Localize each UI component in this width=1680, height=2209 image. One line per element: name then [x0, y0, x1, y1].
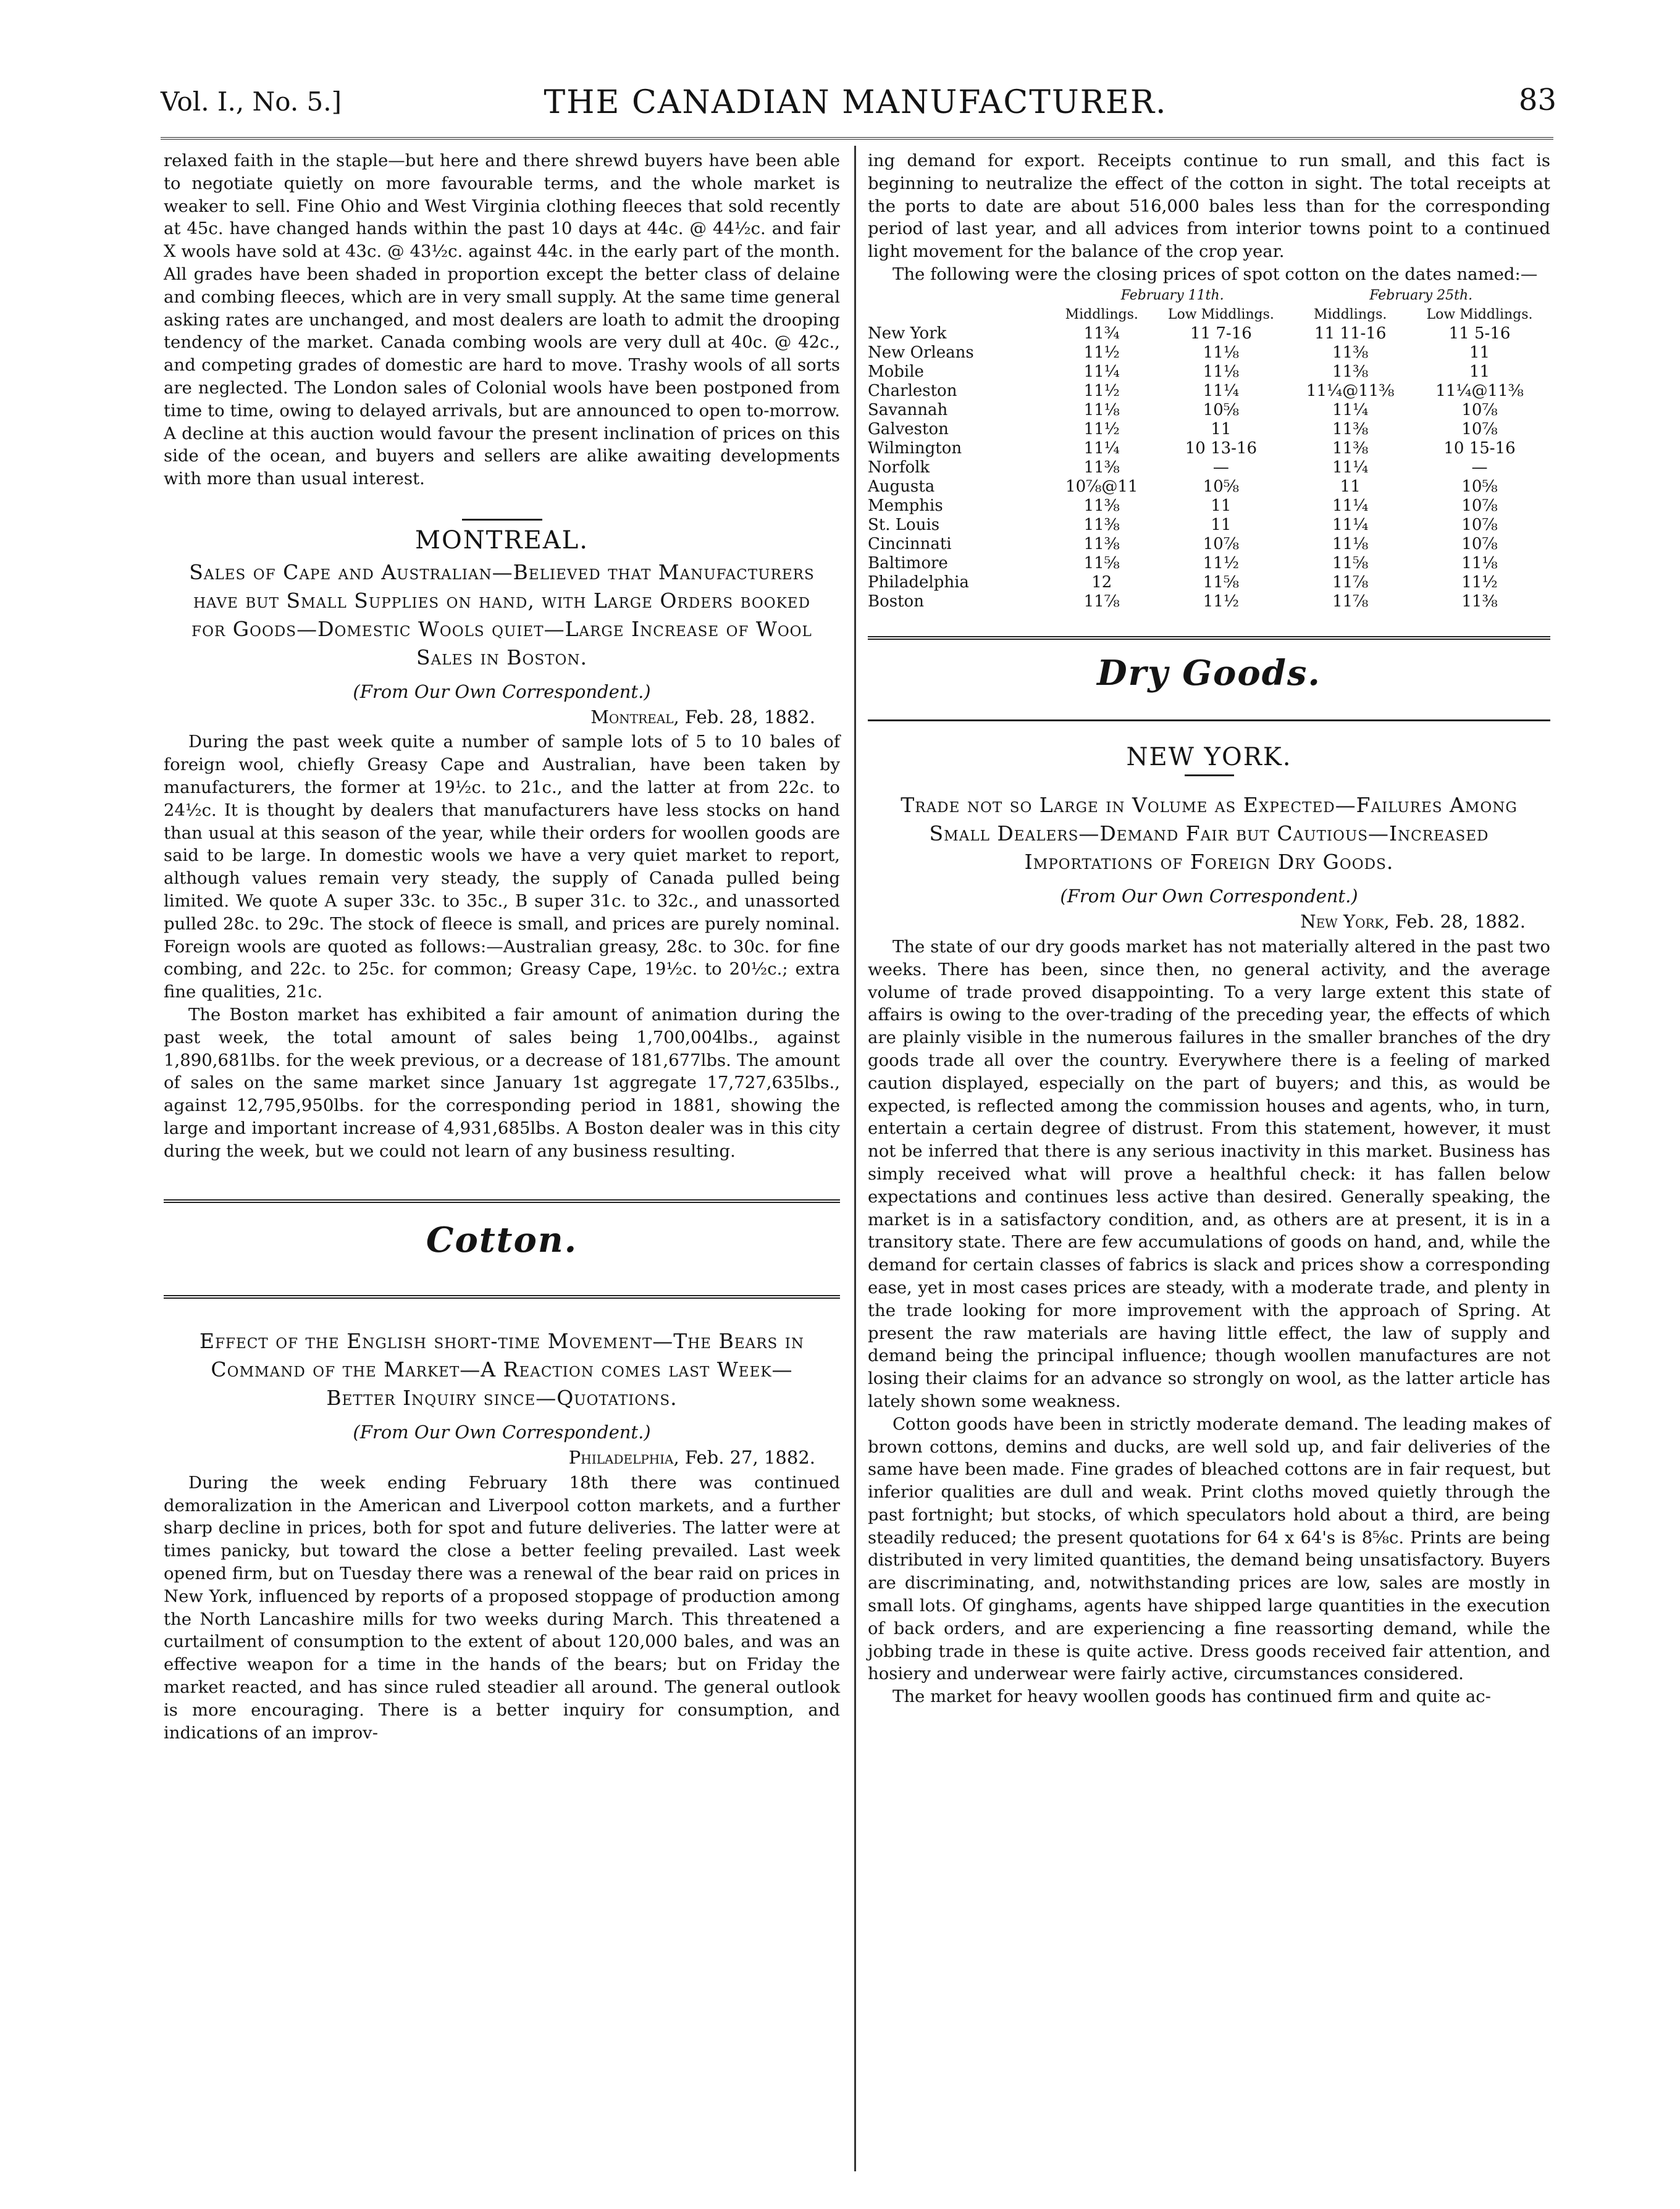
montreal-deck: Sales of Cape and Australian—Believed that Manufacturers have but Small Supplies on hand, with Large Orders booked for Goods—Domestic Wools quiet—Large Increase of Wool Sales in Boston.: [189, 560, 815, 669]
row-value: 11⅜: [1083, 534, 1120, 553]
row-value: 11½: [1461, 572, 1498, 592]
row-value: 10⅞: [1461, 400, 1498, 419]
table-row: [868, 401, 1550, 420]
dateline-date: Feb. 27, 1882.: [684, 1447, 815, 1469]
table-date-1: February 11th.: [1120, 287, 1224, 303]
row-value: 11⅝: [1203, 572, 1240, 592]
cotton-section-title: Cotton.: [426, 1220, 578, 1261]
row-value: 11⅜: [1332, 362, 1369, 381]
cotton-continued-paragraph: ing demand for export. Receipts continue to run small, and this fact is beginning to neutralize the effect of the cotton in sight. The total receipts at the ports to date are about 516,000 bales less than for the corresponding period of last year, and all advices from interior towns point to a continued light movement for the balance of the crop year.: [868, 151, 1550, 262]
table-row: [868, 363, 1550, 382]
row-value: 11⅞: [1332, 572, 1369, 592]
row-city: New York: [868, 324, 947, 343]
row-value: 10⅞: [1461, 496, 1498, 515]
row-value: 11 7-16: [1190, 324, 1252, 343]
row-value: 11⅛: [1203, 362, 1240, 381]
row-value: 11¼: [1332, 400, 1369, 419]
row-value: 10⅞: [1461, 534, 1498, 553]
row-value: 11¼: [1083, 362, 1120, 381]
section-rule: [164, 1295, 840, 1302]
row-value: 11⅛: [1332, 534, 1369, 553]
short-rule: [1185, 774, 1234, 776]
row-city: Memphis: [868, 496, 943, 515]
section-rule: [868, 719, 1550, 721]
dry-goods-deck: Trade not so Large in Volume as Expected—Failures Among Small Dealers—Demand Fair but Cautious—Increased Importations of Foreign Dry Goods.: [901, 793, 1518, 874]
prices-intro: The following were the closing prices of spot cotton on the dates named:—: [892, 264, 1538, 284]
row-value: 11⅜: [1332, 438, 1369, 458]
row-value: —: [1212, 458, 1229, 477]
section-rule: [868, 636, 1550, 643]
dry-goods-paragraph-2: Cotton goods have been in strictly moderate demand. The leading makes of brown cottons, demins and ducks, are well sold up, and fair deliveries of the same have been made. Fine grades of bleached cottons are in fair request, but inferior qualities are dull and weak. Print cloths moved quietly through the past fortnight; but stocks, of which speculators hold about a third, are being steadily reduced; the present quotations for 64 x 64's is 8⅝c. Prints are being distributed in very limited quantities, the demand being unsatisfactory. Buyers are discriminating, and, notwithstanding prices are low, sales are mostly in small lots. Of ginghams, agents have shipped large quantities in the execution of back orders, and are experiencing a fine reassorting demand, while the jobbing trade in these is quite active. Dress goods received fair attention, and hosiery and underwear were fairly active, circumstances considered.: [868, 1414, 1550, 1684]
column-header: Low Middlings.: [1167, 306, 1274, 322]
row-city: Savannah: [868, 400, 948, 419]
column-header: Low Middlings.: [1426, 306, 1533, 322]
left-column: [164, 149, 840, 1744]
row-value: 11 5-16: [1448, 324, 1511, 343]
table-row: [868, 497, 1550, 516]
table-row: [868, 382, 1550, 401]
page-number: 83: [1518, 83, 1556, 117]
table-row: [868, 477, 1550, 497]
montreal-byline: (From Our Own Correspondent.): [353, 681, 651, 702]
column-header: Middlings.: [1314, 306, 1387, 322]
cotton-byline: (From Our Own Correspondent.): [353, 1422, 651, 1443]
row-value: 11½: [1083, 381, 1120, 400]
row-city: Philadelphia: [868, 572, 969, 592]
row-city: Cincinnati: [868, 534, 952, 553]
table-row: [868, 458, 1550, 477]
row-value: 11: [1340, 477, 1361, 496]
row-value: 11: [1469, 343, 1490, 362]
row-value: 11⅞: [1332, 592, 1369, 611]
row-city: Boston: [868, 592, 924, 611]
row-value: 10 13-16: [1185, 438, 1258, 458]
header-rule: [161, 137, 1553, 145]
right-column: [868, 149, 1550, 1708]
row-value: 11⅞: [1083, 592, 1120, 611]
column-header: Middlings.: [1065, 306, 1138, 322]
table-date-row: [868, 286, 1550, 305]
row-value: 11½: [1203, 553, 1240, 572]
row-value: 11⅛: [1461, 553, 1498, 572]
montreal-paragraph-1: During the past week quite a number of sample lots of 5 to 10 bales of foreign wool, chiefly Greasy Cape and Australian, have been taken by manufacturers, the former at 19½c. to 21c., and the latter at from 22c. to 24½c. It is thought by dealers that manufacturers have less stocks on hand than usual at this season of the year, while their orders for woollen goods are said to be large. In domestic wools we have a very quiet market to report, although values remain very steady, the supply of Canada pulled being limited. We quote A super 33c. to 35c., B super 31c. to 32c., and unassorted pulled 28c. to 29c. The stock of fleece is small, and prices are purely nominal. Foreign wools are quoted as follows:—Australian greasy, 28c. to 30c. for fine combing, and 22c. to 25c. for common; Greasy Cape, 19½c. to 20½c.; extra fine qualities, 21c.: [164, 732, 840, 1002]
cotton-prices-table: [868, 286, 1550, 611]
cotton-deck: Effect of the English short-time Movement—The Bears in Command of the Market—A Reaction comes last Week—Better Inquiry since—Quotations.: [199, 1329, 804, 1410]
row-city: St. Louis: [868, 515, 940, 534]
row-value: 11⅜: [1083, 496, 1120, 515]
row-value: 11⅜: [1332, 419, 1369, 438]
row-value: 11⅝: [1083, 553, 1120, 572]
dry-goods-section-title: Dry Goods.: [1097, 652, 1321, 694]
row-value: 11¼: [1083, 438, 1120, 458]
row-value: 10⅞: [1203, 534, 1240, 553]
row-city: Baltimore: [868, 553, 948, 572]
dry-goods-paragraph-1: The state of our dry goods market has not materially altered in the past two weeks. There has been, since then, no general activity, and the average volume of trade proved disappointing. To a very large extent this state of affairs is owing to the over-trading of the preceding year, the effects of which are plainly visible in the numerous failures in the smaller branches of the dry goods trade all over the country. Everywhere there is a feeling of marked caution displayed, especially on the part of buyers; and this, as would be expected, is reflected among the commission houses and agents, who, in turn, entertain a certain degree of distrust. From this statement, however, it must not be inferred that there is any serious inactivity in this market. Business has simply received what will prove a healthful check: it has fallen below expectations and continues less active than desired. Generally speaking, the market is in a satisfactory condition, and, as others are at present, it is in a transitory state. There are few accumulations of goods on hand, and, while the demand for certain classes of fabrics is slack and prices show a corresponding ease, yet in most cases prices are steady, with a moderate trade, and plenty in the trade looking for more improvement with the approach of Spring. At present the raw materials are having little effect, the law of supply and demand being the principal influence; though woollen manufactures are not losing their claims for an advance so strongly on wool, as the latter article has lately shown some weakness.: [868, 936, 1550, 1411]
row-value: 11: [1469, 362, 1490, 381]
dateline-date: Feb. 28, 1882.: [684, 706, 815, 727]
row-value: 11¼: [1332, 515, 1369, 534]
row-value: 11⅜: [1332, 343, 1369, 362]
column-divider: [854, 146, 856, 2171]
cotton-paragraph-1: During the week ending February 18th there was continued demoralization in the American and Liverpool cotton markets, and a further sharp decline in prices, both for spot and future deliveries. The latter were at times panicky, but toward the close a better feeling prevailed. Last week opened firm, but on Tuesday there was a renewal of the bear raid on prices in New York, influenced by reports of a proposed stoppage of production among the North Lancashire mills for two weeks during March. This threatened a curtailment of consumption to the extent of about 120,000 bales, and was an effective weapon for a time in the hands of the bears; but on Friday the market reacted, and has since ruled steadier all around. The general outlook is more encouraging. There is a better inquiry for consumption, and indications of an improv-: [164, 1472, 840, 1743]
table-row: [868, 420, 1550, 439]
table-row: [868, 516, 1550, 535]
table-row: [868, 592, 1550, 611]
montreal-dateline: [164, 706, 815, 729]
row-city: Norfolk: [868, 458, 930, 477]
row-value: 11⅝: [1332, 553, 1369, 572]
dateline-place: Philadelphia,: [568, 1447, 679, 1469]
dateline-date: Feb. 28, 1882.: [1395, 911, 1526, 933]
row-value: 11⅛: [1203, 343, 1240, 362]
table-row: [868, 573, 1550, 592]
table-date-2: February 25th.: [1369, 287, 1473, 303]
row-value: 10⅞@11: [1065, 477, 1138, 496]
row-city: Charleston: [868, 381, 957, 400]
row-value: 11: [1211, 419, 1232, 438]
row-city: New Orleans: [868, 343, 974, 362]
row-city: Galveston: [868, 419, 949, 438]
row-value: 10 15-16: [1443, 438, 1516, 458]
table-row: [868, 554, 1550, 573]
table-row: [868, 343, 1550, 363]
row-value: 11¼: [1203, 381, 1240, 400]
row-value: 11⅛: [1083, 400, 1120, 419]
dry-goods-dateline: [868, 910, 1526, 933]
wool-continued-paragraph: relaxed faith in the staple—but here and there shrewd buyers have been able to negotiate quietly on more favourable terms, and the whole market is weaker to sell. Fine Ohio and West Virginia clothing fleeces that sold recently at 45c. have changed hands within the past 10 days at 44c. @ 44½c. and fair X wools have sold at 43c. @ 43½c. against 44c. in the early part of the month. All grades have been shaded in proportion except the better class of delaine and combing fleeces, which are in very small supply. At the same time general asking rates are unchanged, and most dealers are loath to admit the drooping tendency of the market. Canada combing wools are very dull at 40c. @ 42c., and competing grades of domestic are hard to move. Trashy wools of all sorts are neglected. The London sales of Colonial wools have been postponed from time to time, owing to delayed arrivals, but are announced to open to-morrow. A decline at this auction would favour the present inclination of prices on this side of the ocean, and buyers and sellers are alike awaiting developments with more than usual interest.: [164, 151, 840, 489]
row-value: 11½: [1203, 592, 1240, 611]
new-york-heading: NEW YORK.: [1126, 742, 1292, 771]
table-row: [868, 439, 1550, 458]
row-value: 11¼: [1332, 496, 1369, 515]
row-value: 10⅝: [1461, 477, 1498, 496]
row-value: 11⅜: [1083, 458, 1120, 477]
cotton-dateline: [164, 1446, 815, 1469]
row-city: Augusta: [868, 477, 935, 496]
row-value: 11⅜: [1461, 592, 1498, 611]
dateline-place: Montreal,: [590, 706, 679, 727]
row-value: 10⅞: [1461, 419, 1498, 438]
page-header: [148, 74, 1563, 130]
row-value: 11¾: [1083, 324, 1120, 343]
publication-title: THE CANADIAN MANUFACTURER.: [544, 84, 1167, 121]
row-value: 11½: [1083, 343, 1120, 362]
montreal-heading: MONTREAL.: [415, 526, 589, 555]
row-city: Mobile: [868, 362, 924, 381]
row-value: 10⅝: [1203, 477, 1240, 496]
row-value: 11⅜: [1083, 515, 1120, 534]
short-rule: [462, 519, 542, 521]
table-header-row: [868, 305, 1550, 324]
section-rule: [164, 1199, 840, 1207]
dry-goods-paragraph-3: The market for heavy woollen goods has continued firm and quite ac-: [892, 1687, 1491, 1707]
table-row: [868, 535, 1550, 554]
row-value: 11½: [1083, 419, 1120, 438]
montreal-paragraph-2: The Boston market has exhibited a fair amount of animation during the past week, the total amount of sales being 1,700,004lbs., against 1,890,681lbs. for the week previous, or a decrease of 181,677lbs. The amount of sales on the same market since January 1st aggregate 17,727,635lbs., against 12,795,950lbs. for the corresponding period in 1881, showing the large and important increase of 4,931,685lbs. A Boston dealer was in this city during the week, but we could not learn of any business resulting.: [164, 1004, 840, 1161]
row-value: 11 11-16: [1314, 324, 1387, 343]
row-value: —: [1471, 458, 1488, 477]
row-value: 11¼: [1332, 458, 1369, 477]
row-value: 12: [1091, 572, 1112, 592]
row-city: Wilmington: [868, 438, 962, 458]
row-value: 11: [1211, 496, 1232, 515]
dry-goods-byline: (From Our Own Correspondent.): [1060, 886, 1358, 907]
row-value: 11: [1211, 515, 1232, 534]
dateline-place: New York,: [1300, 911, 1390, 933]
volume-number: Vol. I., No. 5.]: [161, 86, 342, 117]
row-value: 10⅝: [1203, 400, 1240, 419]
row-value: 11¼@11⅜: [1306, 381, 1395, 400]
table-body: [868, 324, 1550, 611]
table-row: [868, 324, 1550, 343]
row-value: 10⅞: [1461, 515, 1498, 534]
row-value: 11¼@11⅜: [1435, 381, 1524, 400]
